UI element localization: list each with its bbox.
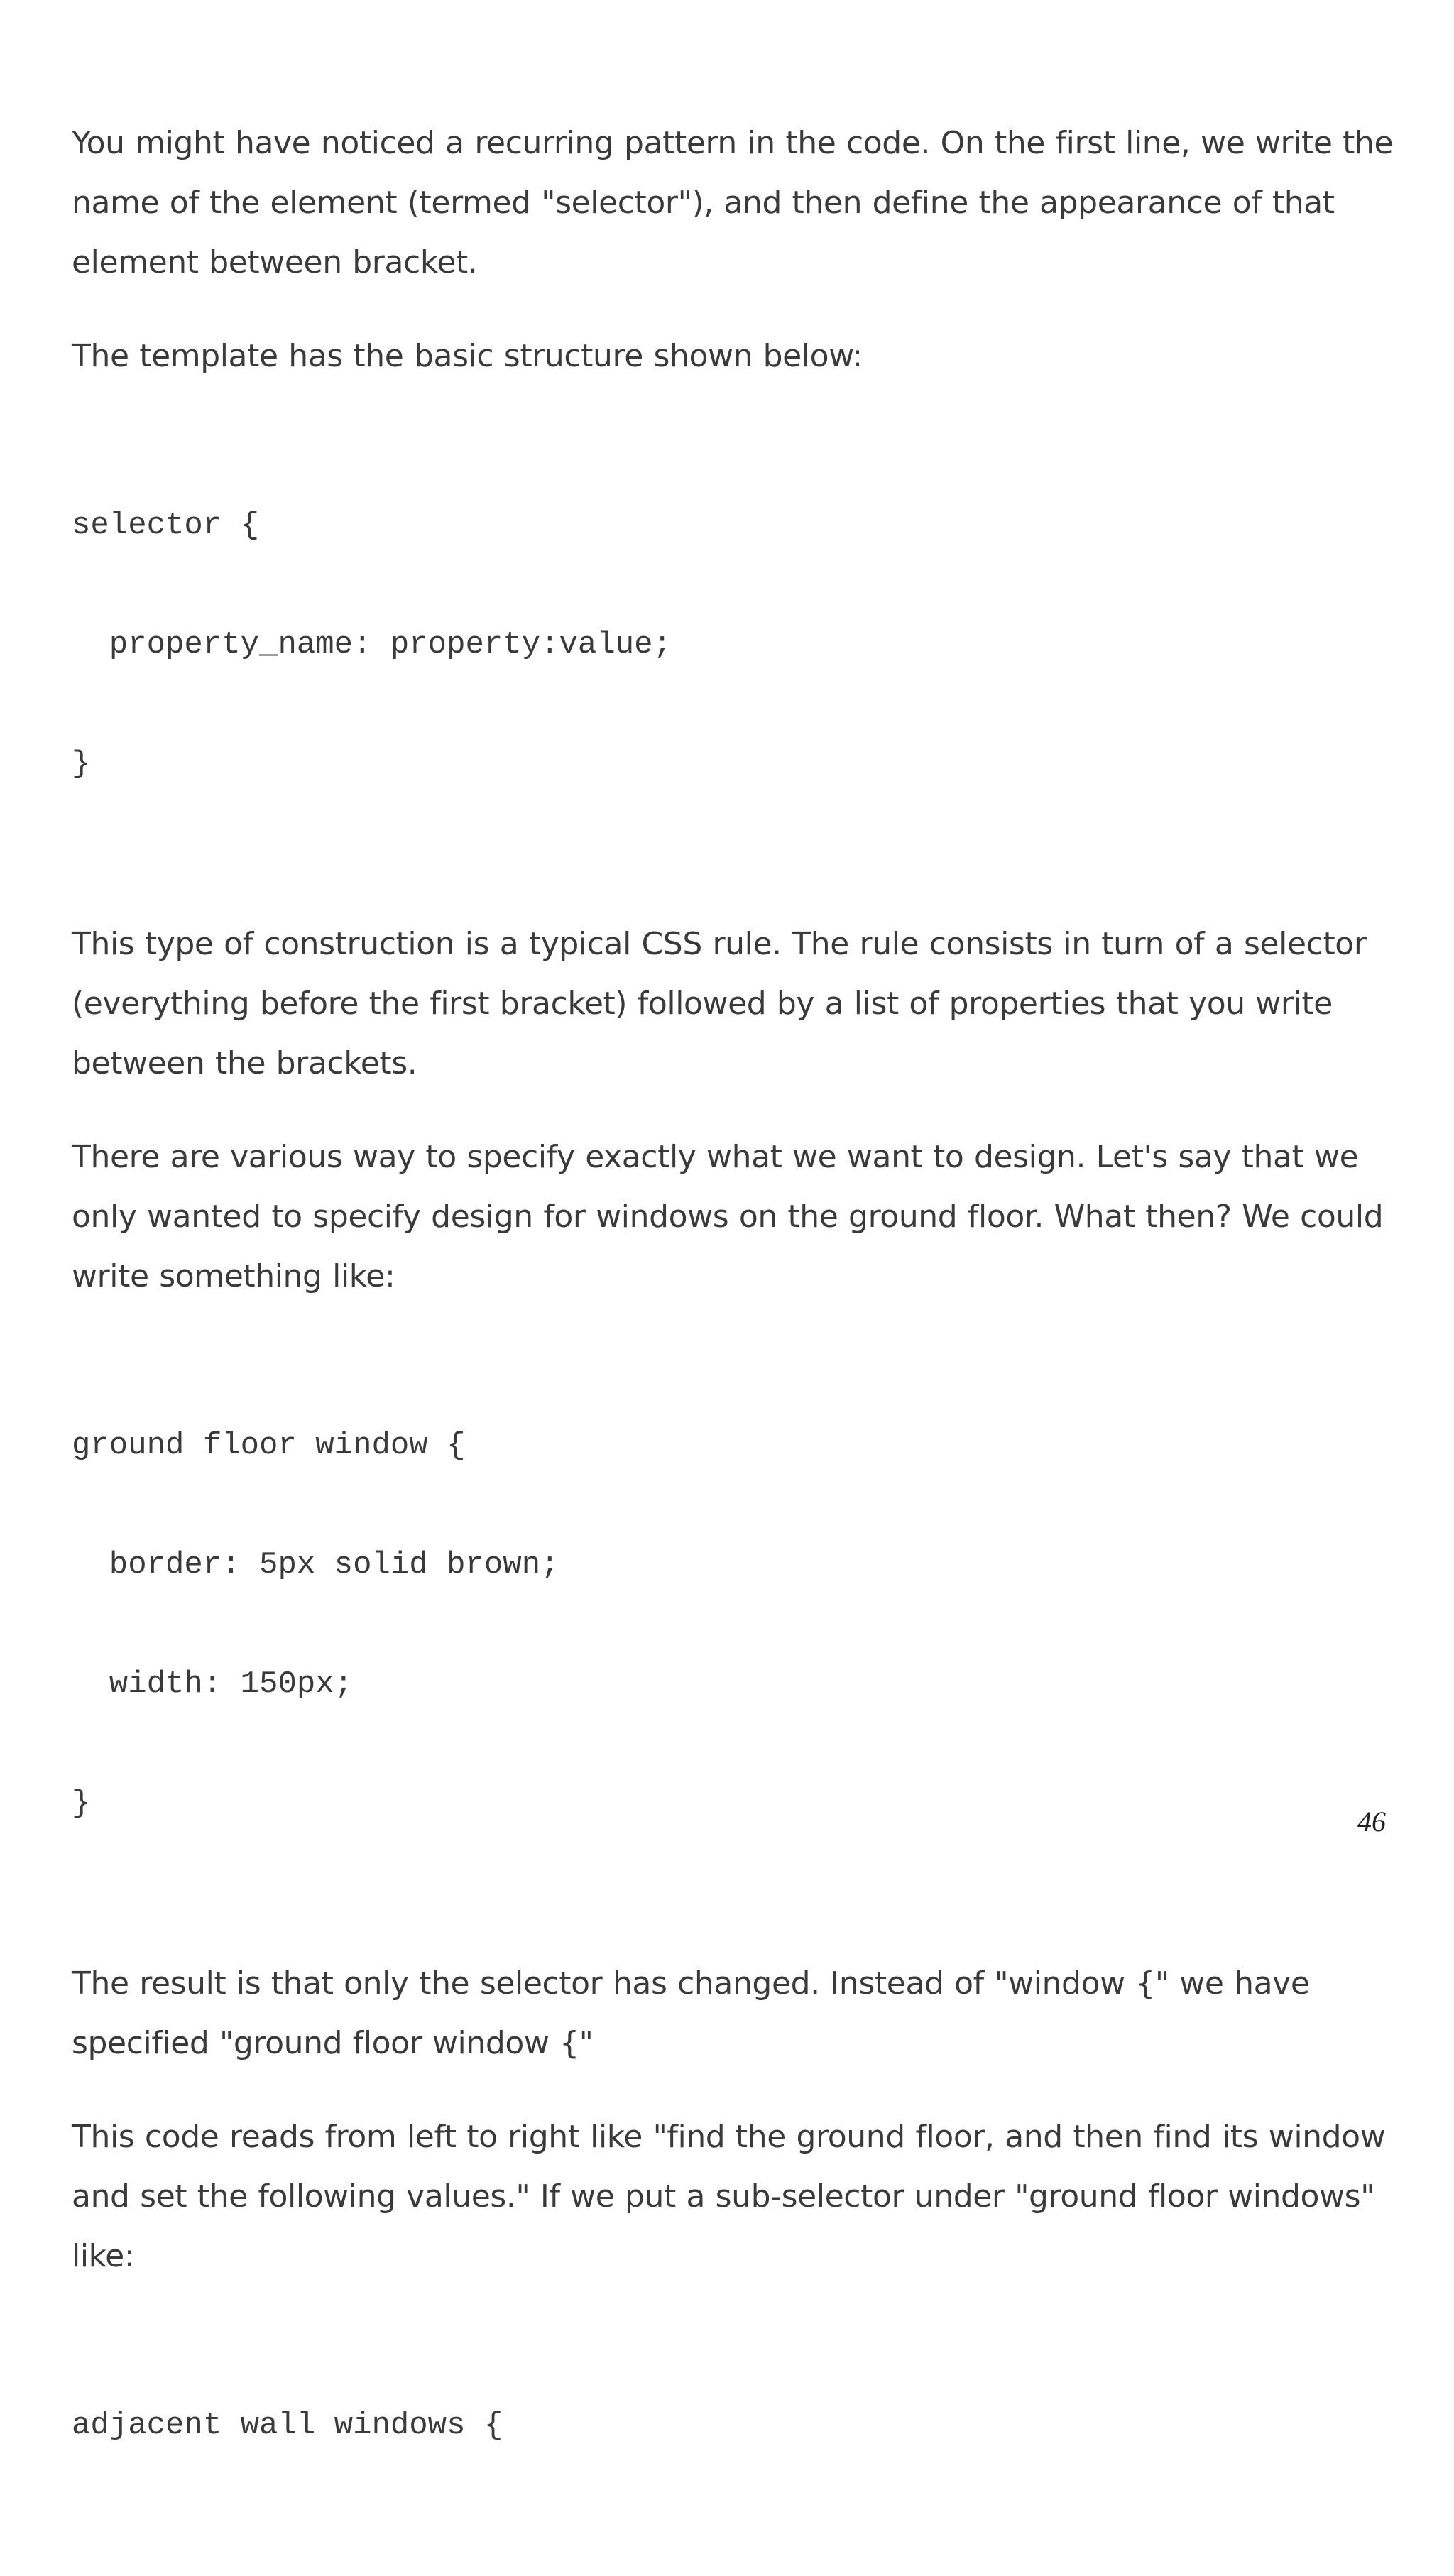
code-line: border: 5px solid brown; bbox=[72, 1547, 559, 1583]
paragraph-selector-pattern: You might have noticed a recurring pattern in the code. On the first line, we write the name of the element (termed "selector"), and then define the appearance of that element between bracket. bbox=[72, 125, 1394, 280]
code-block-template bbox=[72, 426, 1406, 863]
code-line: property_name: property:value; bbox=[72, 627, 672, 662]
code-block-ground-floor bbox=[72, 1346, 1406, 1903]
paragraph-template-intro: The template has the basic structure shown below: bbox=[72, 338, 863, 374]
code-block-adjacent-wall bbox=[72, 2326, 1406, 2525]
paragraph-left-to-right: This code reads from left to right like "find the ground floor, and then find its window and set the following values." If we put a sub-selector under "ground floor windows" like: bbox=[72, 2119, 1386, 2274]
code-line: width: 150px; bbox=[72, 1666, 354, 1702]
paragraph-selector-changed: The result is that only the selector has changed. Instead of "window {" we have specified "ground floor window {" bbox=[72, 1965, 1310, 2061]
code-line: ground floor window { bbox=[72, 1428, 466, 1463]
page-content bbox=[72, 114, 1406, 2576]
code-line: adjacent wall windows { bbox=[72, 2408, 503, 2443]
code-line: } bbox=[72, 746, 91, 782]
paragraph-css-rule: This type of construction is a typical CSS rule. The rule consists in turn of a selector (everything before the first bracket) followed by a list of properties that you write between the brackets. bbox=[72, 926, 1367, 1081]
code-line: } bbox=[72, 1786, 91, 1821]
paragraph-ground-floor-intro: There are various way to specify exactly what we want to design. Let's say that we only wanted to specify design for windows on the ground floor. What then? We could write something like: bbox=[72, 1139, 1384, 1294]
page-number: 46 bbox=[1357, 1806, 1386, 1838]
code-line: selector { bbox=[72, 508, 260, 543]
